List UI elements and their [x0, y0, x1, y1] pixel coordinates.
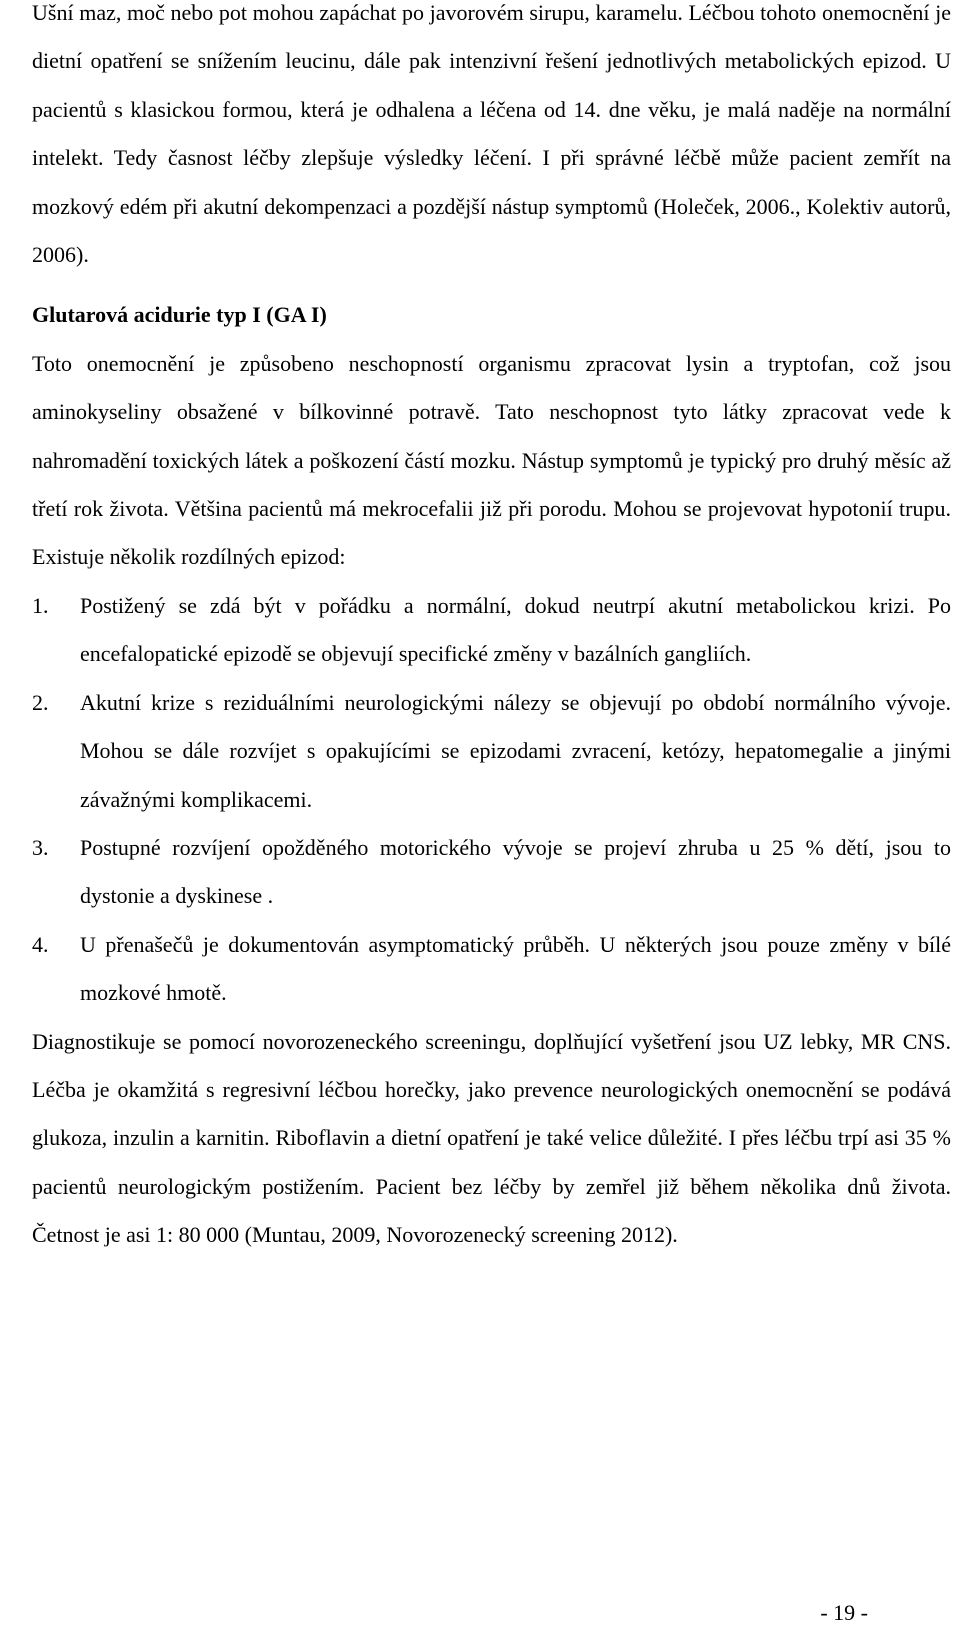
list-item	[32, 824, 951, 921]
list-item	[32, 921, 951, 1018]
list-item-text: Postižený se zdá být v pořádku a normální, dokud neutrpí akutní metabolickou krizi. Po encefalopatické epizodě se objevují specifické změny v bazálních gangliích.	[80, 592, 951, 667]
episode-list	[32, 582, 951, 1018]
section-paragraph: Toto onemocnění je způsobeno neschopností organismu zpracovat lysin a tryptofan, což jsou aminokyseliny obsažené v bílkovinné potravě. Tato neschopnost tyto látky zpracovat vede k nahromadění toxických látek a poškození částí mozku. Nástup symptomů je typický pro druhý měsíc až třetí rok života. Většina pacientů má mekrocefalii již při porodu. Mohou se projevovat hypotonií trupu. Existuje několik rozdílných epizod:	[32, 350, 951, 570]
list-item-text: Akutní krize s reziduálními neurologickými nálezy se objevují po období normálního vývoje. Mohou se dále rozvíjet s opakujícími se epizodami zvracení, ketózy, hepatomegalie a jinými závažnými komplikacemi.	[80, 689, 951, 812]
list-item	[32, 679, 951, 824]
list-item-number: 2.	[32, 689, 49, 715]
document-page	[32, 0, 951, 1260]
list-item-text: U přenašečů je dokumentován asymptomatický průběh. U některých jsou pouze změny v bílé mozkové hmotě.	[80, 931, 951, 1006]
list-item	[32, 582, 951, 679]
closing-paragraph: Diagnostikuje se pomocí novorozeneckého screeningu, doplňující vyšetření jsou UZ lebky, MR CNS. Léčba je okamžitá s regresivní léčbou horečky, jako prevence neurologických onemocnění se podává glukoza, inzulin a karnitin. Riboflavin a dietní opatření je také velice důležité. I přes léčbu trpí asi 35 % pacientů neurologickým postižením. Pacient bez léčby by zemřel již během několika dnů života. Četnost je asi 1: 80 000 (Muntau, 2009, Novorozenecký screening 2012).	[32, 1028, 951, 1248]
list-item-text: Postupné rozvíjení opožděného motorického vývoje se projeví zhruba u 25 % dětí, jsou to dystonie a dyskinese .	[80, 834, 951, 909]
section-heading: Glutarová acidurie typ I (GA I)	[32, 302, 327, 328]
list-item-number: 3.	[32, 834, 49, 860]
list-item-number: 1.	[32, 592, 49, 618]
intro-paragraph: Ušní maz, moč nebo pot mohou zapáchat po javorovém sirupu, karamelu. Léčbou tohoto onemocnění je dietní opatření se snížením leucinu, dále pak intenzivní řešení jednotlivých metabolických epizod. U pacientů s klasickou formou, která je odhalena a léčena od 14. dne věku, je malá naděje na normální intelekt. Tedy časnost léčby zlepšuje výsledky léčení. I při správné léčbě může pacient zemřít na mozkový edém při akutní dekompenzaci a pozdější nástup symptomů (Holeček, 2006., Kolektiv autorů, 2006).	[32, 0, 951, 268]
page-number: - 19 -	[820, 1600, 868, 1625]
list-item-number: 4.	[32, 931, 49, 957]
